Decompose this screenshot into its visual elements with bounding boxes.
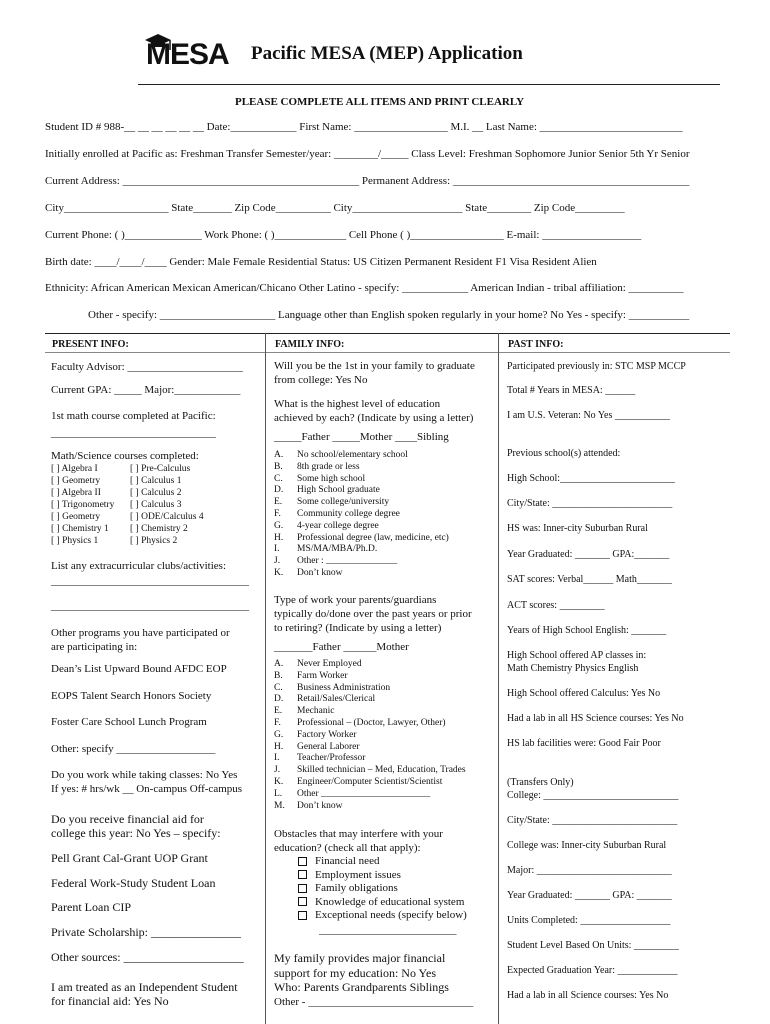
checkbox-icon[interactable] xyxy=(298,897,307,906)
expected-graduation-field[interactable]: Expected Graduation Year: ____________ xyxy=(507,965,678,976)
obstacle-checkbox[interactable] xyxy=(298,855,467,869)
list-letter: H. xyxy=(274,741,284,752)
list-item: Professional – (Doctor, Lawyer, Other) xyxy=(297,717,446,728)
programs-other-field[interactable]: Other: specify __________________ xyxy=(51,743,216,755)
list-item: Some high school xyxy=(297,473,366,484)
courses-title: Math/Science courses completed: xyxy=(51,450,199,462)
family-info-heading: FAMILY INFO: xyxy=(275,339,345,350)
obstacle-label: Knowledge of educational system xyxy=(315,895,465,908)
course-checkbox[interactable]: [ ] Physics 1 xyxy=(51,536,99,546)
list-item: Community college degree xyxy=(297,508,400,519)
support-who[interactable]: Who: Parents Grandparents Siblings xyxy=(274,980,449,994)
hs-lab-options[interactable]: Had a lab in all HS Science courses: Yes No xyxy=(507,713,684,724)
checkbox-icon[interactable] xyxy=(298,857,307,866)
list-letter: J. xyxy=(274,556,281,567)
obstacle-checkbox[interactable] xyxy=(298,882,467,896)
obstacles-list xyxy=(298,855,467,923)
list-letter: C. xyxy=(274,473,283,484)
work-question[interactable]: Do you work while taking classes: No Yes xyxy=(51,769,238,781)
list-letter: A. xyxy=(274,450,284,460)
independent-student-1: I am treated as an Independent Student xyxy=(51,980,238,994)
list-item: Professional degree (law, medicine, etc) xyxy=(297,532,449,543)
list-letter: G. xyxy=(274,520,284,531)
obstacle-checkbox[interactable] xyxy=(298,896,467,910)
units-completed-field[interactable]: Units Completed: __________________ xyxy=(507,915,671,926)
row-address[interactable]: Current Address: ___________________________________________ Permanent Address: ___________________________________________ xyxy=(45,175,690,187)
course-checkbox[interactable]: [ ] Calculus 3 xyxy=(130,500,182,510)
list-item: MS/MA/MBA/Ph.D. xyxy=(297,544,378,555)
course-checkbox[interactable]: [ ] Calculus 2 xyxy=(130,488,182,498)
clubs-field-1[interactable]: ____________________________________ xyxy=(51,575,249,587)
list-item: Skilled technician – Med, Education, Trades xyxy=(297,765,466,776)
course-checkbox[interactable]: [ ] Chemistry 1 xyxy=(51,524,109,534)
list-letter: K. xyxy=(274,776,284,787)
education-items xyxy=(297,450,449,580)
education-question-2: achieved by each? (Indicate by using a letter) xyxy=(274,412,474,424)
work-hours-field[interactable]: If yes: # hrs/wk __ On-campus Off-campus xyxy=(51,783,243,795)
course-checkbox[interactable]: [ ] Geometry xyxy=(51,476,101,486)
obstacles-specify-field[interactable]: _________________________ xyxy=(319,924,457,936)
parent-work-question-3: to retiring? (Indicate by using a letter) xyxy=(274,622,442,634)
row-ethnicity[interactable]: Ethnicity: African American Mexican American/Chicano Other Latino - specify: ____________ American Indian - tribal affiliation: __________ xyxy=(45,282,684,294)
obstacles-question-1: Obstacles that may interfere with your xyxy=(274,828,443,840)
support-question-1: My family provides major financial xyxy=(274,951,446,965)
list-letter: E. xyxy=(274,706,283,717)
list-item: Never Employed xyxy=(297,659,362,669)
first-math-field[interactable]: ______________________________ xyxy=(51,427,216,439)
college-city-state-field[interactable]: City/State: _________________________ xyxy=(507,815,678,826)
other-programs-label-1: Other programs you have participated or xyxy=(51,627,230,639)
obstacle-label: Financial need xyxy=(315,855,380,867)
list-letter: B. xyxy=(274,670,283,681)
hs-type-options[interactable]: HS was: Inner-city Suburban Rural xyxy=(507,523,648,534)
section-header-rule xyxy=(45,352,730,353)
instructions: PLEASE COMPLETE ALL ITEMS AND PRINT CLEARLY xyxy=(235,96,525,108)
list-letter: H. xyxy=(274,532,284,543)
course-checkbox[interactable]: [ ] Geometry xyxy=(51,512,101,522)
transfers-only-label: (Transfers Only) xyxy=(507,777,574,788)
aid-options-1[interactable]: Pell Grant Cal-Grant UOP Grant xyxy=(51,851,208,865)
column-divider-1 xyxy=(265,333,266,1024)
past-info-heading: PAST INFO: xyxy=(508,339,564,350)
years-in-mesa-field[interactable]: Total # Years in MESA: ______ xyxy=(507,385,636,396)
first-math-label: 1st math course completed at Pacific: xyxy=(51,410,216,422)
list-item: No school/elementary school xyxy=(297,450,408,460)
list-item: Don’t know xyxy=(297,800,343,811)
hs-calculus-options[interactable]: High School offered Calculus: Yes No xyxy=(507,688,661,699)
present-info-heading: PRESENT INFO: xyxy=(52,339,129,350)
previous-schools-label: Previous school(s) attended: xyxy=(507,448,621,459)
courses-right-list xyxy=(130,463,204,547)
independent-student-2[interactable]: for financial aid: Yes No xyxy=(51,994,169,1008)
english-years-field[interactable]: Years of High School English: _______ xyxy=(507,625,667,636)
clubs-field-2[interactable]: ____________________________________ xyxy=(51,600,249,612)
course-checkbox[interactable]: [ ] ODE/Calculus 4 xyxy=(130,512,204,522)
course-checkbox[interactable]: [ ] Calculus 1 xyxy=(130,476,182,486)
list-item: Retail/Sales/Clerical xyxy=(297,694,376,705)
ap-classes-options[interactable]: Math Chemistry Physics English xyxy=(507,663,639,674)
list-item: Some college/university xyxy=(297,497,390,508)
course-checkbox[interactable]: [ ] Algebra I xyxy=(51,464,98,474)
row-phone[interactable]: Current Phone: ( )______________ Work Phone: ( )_____________ Cell Phone ( )_________________ E-mail: __________________ xyxy=(45,229,642,241)
act-scores-field[interactable]: ACT scores: _________ xyxy=(507,600,605,611)
list-item: 8th grade or less xyxy=(297,461,360,472)
college-lab-options[interactable]: Had a lab in all Science courses: Yes No xyxy=(507,990,669,1001)
page-title: Pacific MESA (MEP) Application xyxy=(251,43,523,64)
list-letter: C. xyxy=(274,682,283,693)
list-item: Teacher/Professor xyxy=(297,753,366,764)
support-other-field[interactable]: Other - ______________________________ xyxy=(274,996,474,1008)
list-item: Factory Worker xyxy=(297,729,357,740)
list-letter: E. xyxy=(274,497,283,508)
private-scholarship-field[interactable]: Private Scholarship: _______________ xyxy=(51,925,241,939)
other-programs-label-2: are participating in: xyxy=(51,641,138,653)
aid-options-2[interactable]: Federal Work-Study Student Loan xyxy=(51,876,216,890)
programs-options-2[interactable]: EOPS Talent Search Honors Society xyxy=(51,690,212,702)
hs-city-state-field[interactable]: City/State: ________________________ xyxy=(507,498,673,509)
obstacle-label: Family obligations xyxy=(315,882,398,894)
title-rule xyxy=(138,84,720,85)
checkbox-icon[interactable] xyxy=(298,911,307,920)
list-item: Don’t know xyxy=(297,567,343,578)
college-type-options[interactable]: College was: Inner-city Suburban Rural xyxy=(507,840,667,851)
list-item[interactable]: Other _______________________ xyxy=(297,788,431,799)
list-letter: F. xyxy=(274,508,281,519)
ap-classes-label: High School offered AP classes in: xyxy=(507,650,647,661)
obstacle-checkbox[interactable] xyxy=(298,869,467,883)
aid-question-2[interactable]: college this year: No Yes – specify: xyxy=(51,826,221,840)
list-letter: B. xyxy=(274,461,283,472)
college-field[interactable]: College: ___________________________ xyxy=(507,790,679,801)
list-letter: L. xyxy=(274,788,283,799)
work-items xyxy=(297,659,466,812)
course-checkbox[interactable]: [ ] Physics 2 xyxy=(130,536,178,546)
list-item[interactable]: Other : _______________ xyxy=(297,556,398,567)
course-checkbox[interactable]: [ ] Trigonometry xyxy=(51,500,115,510)
obstacle-label: Exceptional needs (specify below) xyxy=(315,909,467,921)
first-generation-question: Will you be the 1st in your family to graduate xyxy=(274,360,475,372)
clubs-label: List any extracurricular clubs/activities: xyxy=(51,560,227,572)
education-letters xyxy=(274,450,283,580)
obstacles-question-2: education? (check all that apply): xyxy=(274,842,421,854)
parent-work-question-2: typically do/done over the past years or prior xyxy=(274,608,472,620)
list-letter: K. xyxy=(274,567,284,578)
aid-options-3[interactable]: Parent Loan CIP xyxy=(51,900,131,914)
other-sources-field[interactable]: Other sources: ____________________ xyxy=(51,950,244,964)
list-item: Engineer/Computer Scientist/Scientist xyxy=(297,776,443,787)
gpa-major-field[interactable]: Current GPA: _____ Major:____________ xyxy=(51,384,241,396)
list-item: Business Administration xyxy=(297,682,391,693)
list-letter: G. xyxy=(274,729,284,740)
student-level-field[interactable]: Student Level Based On Units: _________ xyxy=(507,940,679,951)
hs-lab-facilities-options[interactable]: HS lab facilities were: Good Fair Poor xyxy=(507,738,661,749)
list-letter: D. xyxy=(274,694,284,705)
list-letter: I. xyxy=(274,544,280,555)
faculty-advisor-field[interactable]: Faculty Advisor: _____________________ xyxy=(51,361,243,373)
first-generation-answer[interactable]: from college: Yes No xyxy=(274,374,368,386)
course-checkbox[interactable]: [ ] Pre-Calculus xyxy=(130,464,191,474)
parent-work-question-1: Type of work your parents/guardians xyxy=(274,594,437,606)
section-top-rule xyxy=(45,333,730,334)
veteran-field[interactable]: I am U.S. Veteran: No Yes ___________ xyxy=(507,410,670,421)
obstacle-label: Employment issues xyxy=(315,868,401,881)
course-checkbox[interactable]: [ ] Algebra II xyxy=(51,488,101,498)
list-item: 4-year college degree xyxy=(297,520,379,531)
row-city[interactable]: City___________________ State_______ Zip Code__________ City____________________ State________ Zip Code_________ xyxy=(45,202,625,214)
high-school-field[interactable]: High School:_______________________ xyxy=(507,473,676,484)
aid-question-1: Do you receive financial aid for xyxy=(51,812,204,826)
hs-graduated-gpa-field[interactable]: Year Graduated: _______ GPA:_______ xyxy=(507,549,670,560)
sat-scores-field[interactable]: SAT scores: Verbal______ Math_______ xyxy=(507,574,672,585)
row-birth-date[interactable]: Birth date: ____/____/____ Gender: Male Female Residential Status: US Citizen Permanent Resident F1 Visa Resident Alien xyxy=(45,256,597,268)
row-language[interactable]: Other - specify: _____________________ Language other than English spoken regularly in your home? No Yes - specify: ___________ xyxy=(88,309,690,321)
courses-left-list xyxy=(51,463,114,547)
list-letter: M. xyxy=(274,800,285,811)
major-field[interactable]: Major: ___________________________ xyxy=(507,865,672,876)
list-letter: F. xyxy=(274,717,281,728)
work-letters xyxy=(274,659,285,812)
list-item: General Laborer xyxy=(297,741,360,752)
education-answer-fields[interactable]: _____Father _____Mother ____Sibling xyxy=(274,431,449,443)
list-letter: J. xyxy=(274,765,281,776)
checkbox-icon[interactable] xyxy=(298,870,307,879)
support-question-2[interactable]: support for my education: No Yes xyxy=(274,966,436,980)
list-item: High School graduate xyxy=(297,485,380,496)
logo-text: MESA xyxy=(146,38,229,71)
row-enrollment[interactable]: Initially enrolled at Pacific as: Freshman Transfer Semester/year: ________/_____ Class Level: Freshman Sophomore Junior Senior 5th Yr Senior xyxy=(45,148,690,160)
list-item: Mechanic xyxy=(297,706,335,717)
parent-work-answer-fields[interactable]: _______Father ______Mother xyxy=(274,641,409,653)
participated-previously[interactable]: Participated previously in: STC MSP MCCP xyxy=(507,361,686,372)
column-divider-2 xyxy=(498,333,499,1024)
list-letter: I. xyxy=(274,753,280,764)
list-letter: A. xyxy=(274,659,284,669)
programs-options-1[interactable]: Dean’s List Upward Bound AFDC EOP xyxy=(51,663,227,675)
college-graduated-gpa-field[interactable]: Year Graduated: _______ GPA: _______ xyxy=(507,890,672,901)
row-student-id[interactable]: Student ID # 988-__ __ __ __ __ __ Date:____________ First Name: _________________ M.I. __ Last Name: __________________________ xyxy=(45,121,683,133)
programs-options-3[interactable]: Foster Care School Lunch Program xyxy=(51,716,207,728)
obstacle-checkbox[interactable] xyxy=(298,909,467,923)
list-item: Farm Worker xyxy=(297,670,348,681)
list-letter: D. xyxy=(274,485,284,496)
education-question-1: What is the highest level of education xyxy=(274,398,441,410)
course-checkbox[interactable]: [ ] Chemistry 2 xyxy=(130,524,188,534)
checkbox-icon[interactable] xyxy=(298,884,307,893)
